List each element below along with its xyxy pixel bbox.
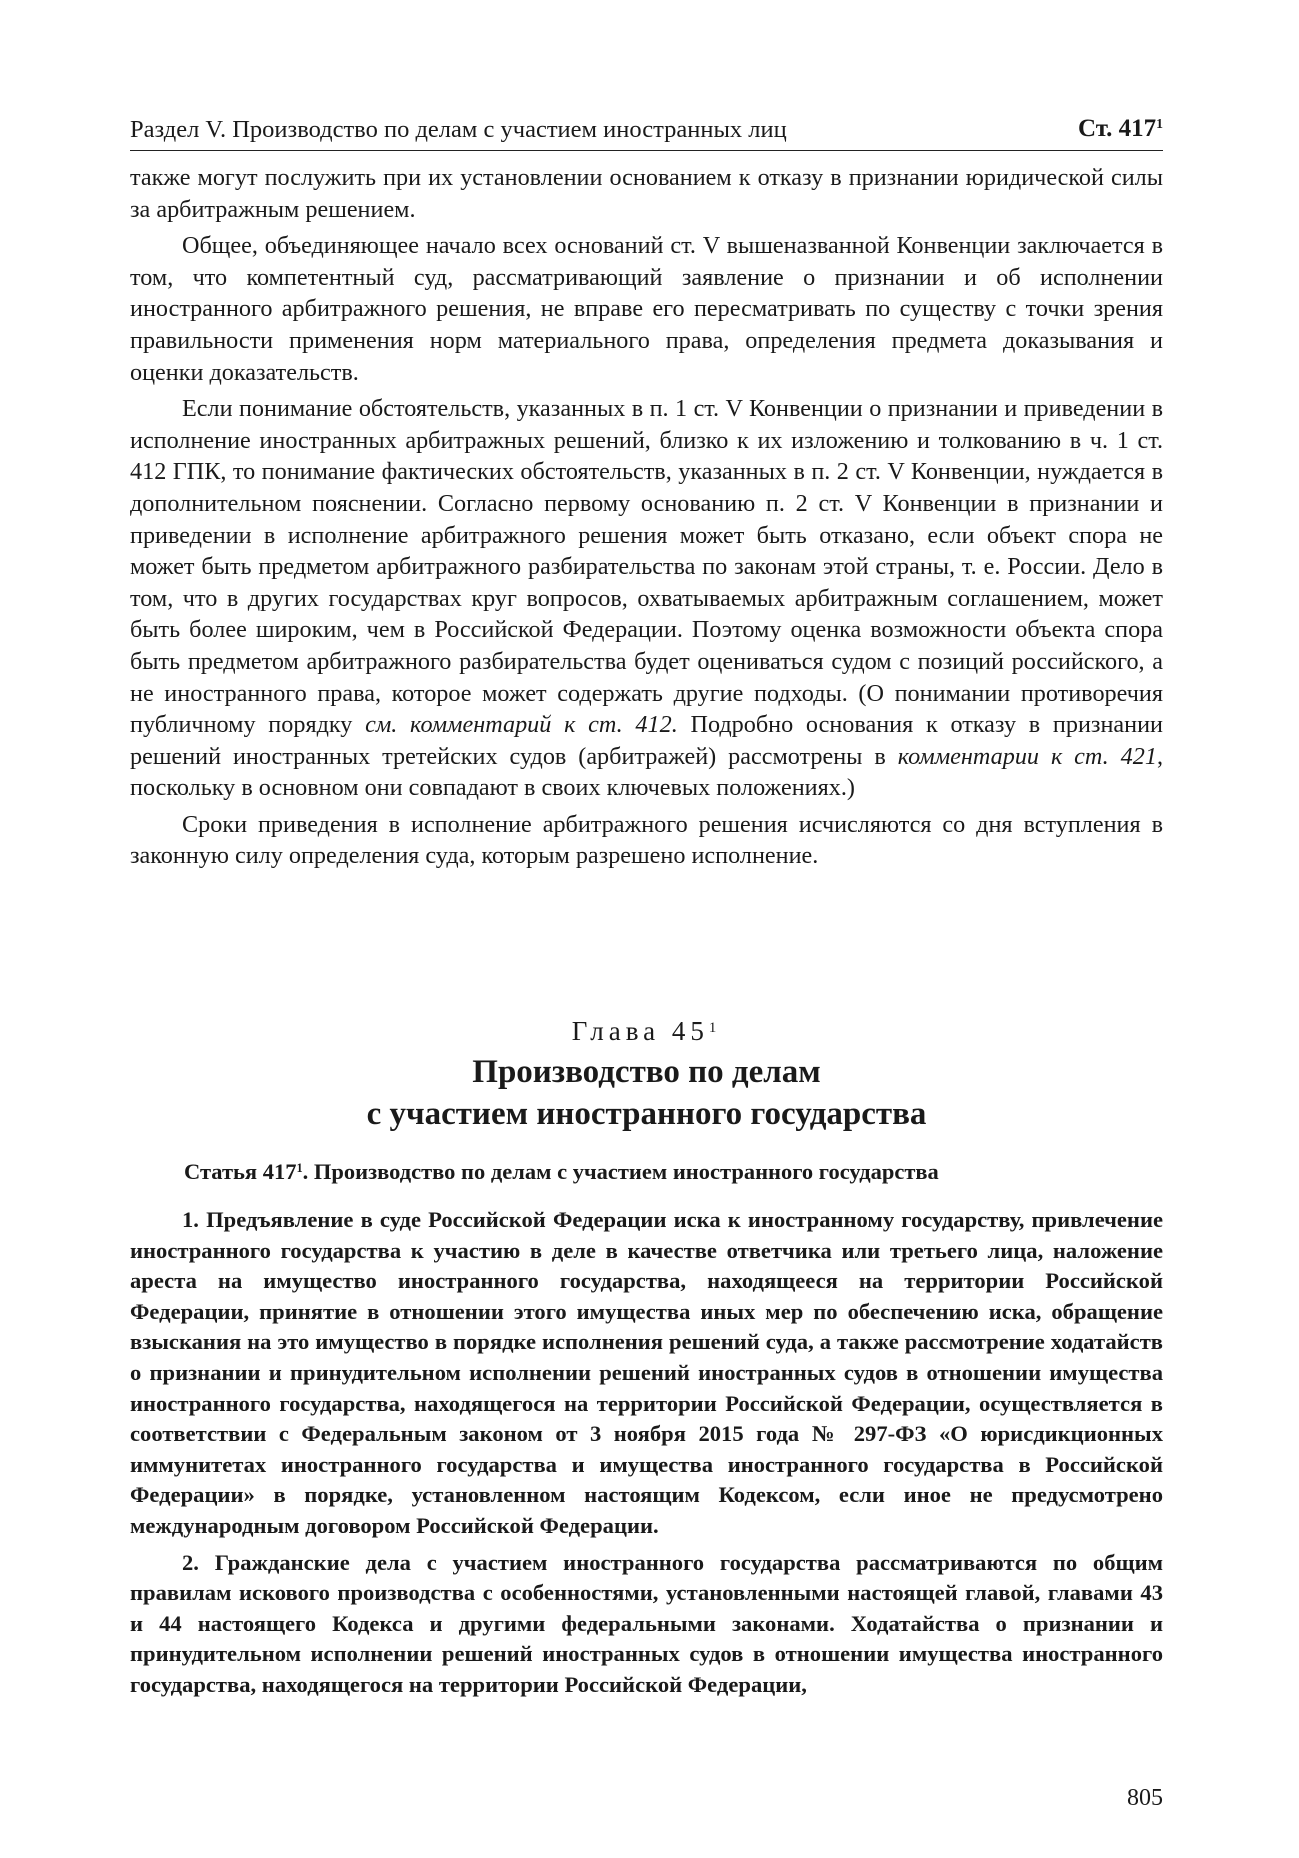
article-body bbox=[130, 1205, 1163, 1707]
article-clause: 1. Предъявление в суде Российской Федерации иска к иностранному государству, привлечение иностранного государства к участию в деле в качестве ответчика или третьего лица, наложение ареста на имущество иностранного государства, находящееся на территории Российской Федерации, принятие в отношении этого имущества иных мер по обеспечению иска, обращение взыскания на это имущество в порядке исполнения решений суда, а также рассмотрение ходатайств о признании и принудительном исполнении решений иностранных судов в отношении имущества иностранного государства, находящегося на территории Российской Федерации, осуществляется в соответствии с Федеральным законом от 3 ноября 2015 года № 297-ФЗ «О юрисдикционных иммунитетах иностранного государства и имущества иностранного государства в Российской Федерации» в порядке, установленном настоящим Кодексом, если иное не предусмотрено международным договором Российской Федерации. bbox=[130, 1207, 1163, 1538]
cross-reference: см. комментарий к ст. 412. bbox=[365, 711, 678, 739]
commentary-paragraph: также могут послужить при их установлении основанием к отказу в признании юридической силы за арбитражным решением. bbox=[130, 164, 1163, 223]
commentary-paragraph: Общее, объединяющее начало всех оснований ст. V вышеназванной Конвенции заключается в том, что компетентный суд, рассматривающий заявление о признании и об исполнении иностранного арбитражного решения, не вправе его пересматривать по существу с точки зрения правильности применения норм материального права, определения предмета доказывания и оценки доказательств. bbox=[130, 232, 1163, 386]
commentary-paragraph: Сроки приведения в исполнение арбитражного решения исчисляются со дня вступления в законную силу определения суда, которым разрешено исполнение. bbox=[130, 810, 1163, 870]
chapter-label: Глава $45^1$ bbox=[571, 1016, 722, 1046]
article-title: Статья $417^1$. Производство по делам с участием иностранного государства bbox=[184, 1159, 939, 1184]
commentary-text bbox=[130, 162, 1163, 877]
commentary-paragraph: Если понимание обстоятельств, указанных в п. 1 ст. V Конвенции о признании и приведении в исполнение иностранных арбитражных решений, близко к их изложению и толкованию в ч. 1 ст. 412 ГПК, то понимание фактических обстоятельств, указанных в п. 2 ст. V Конвенции, нуждается в дополнительном пояснении. Согласно первому основанию п. 2 ст. V Конвенции в признании и приведении в исполнение арбитражного решения может быть отказано, если объект спора не может быть предметом арбитражного разбирательства по законам этой страны, т. е. России. Дело в том, что в других государствах круг вопросов, охватываемых арбитражным соглашением, может быть более широким, чем в Российской Федерации. Поэтому оценка возможности объекта спора быть предметом арбитражного разбирательства будет оцениваться судом с позиций российского, а не иностранного права, которое может содержать другие подходы. (О понимании противоречия публичному порядку см. комментарий к ст. 412. Подробно основания к отказу в признании решений иностранных третейских судов (арбитражей) рассмотрены в комментарии к ст. 421, поскольку в основном они совпадают в своих ключевых положениях.) bbox=[130, 395, 1163, 802]
chapter-title: Производство по делам с участием иностранного государства bbox=[366, 1054, 927, 1132]
cross-reference: комментарии к ст. 421 bbox=[897, 742, 1157, 770]
document-page bbox=[130, 0, 1163, 1858]
article-clause: 2. Гражданские дела с участием иностранного государства рассматриваются по общим правилам искового производства с особенностями, установленными настоящей главой, главами 43 и 44 настоящего Кодекса и другими федеральными законами. Ходатайства о признании и принудительном исполнении решений иностранных судов в отношении имущества иностранного государства, находящегося на территории Российской Федерации, bbox=[130, 1549, 1163, 1697]
running-header bbox=[130, 116, 1163, 151]
section-title: Раздел V. Производство по делам с участием иностранных лиц bbox=[130, 116, 787, 143]
header-article-number: Ст. $417^1$ bbox=[1078, 115, 1163, 142]
page-number: 805 bbox=[1127, 1785, 1163, 1811]
